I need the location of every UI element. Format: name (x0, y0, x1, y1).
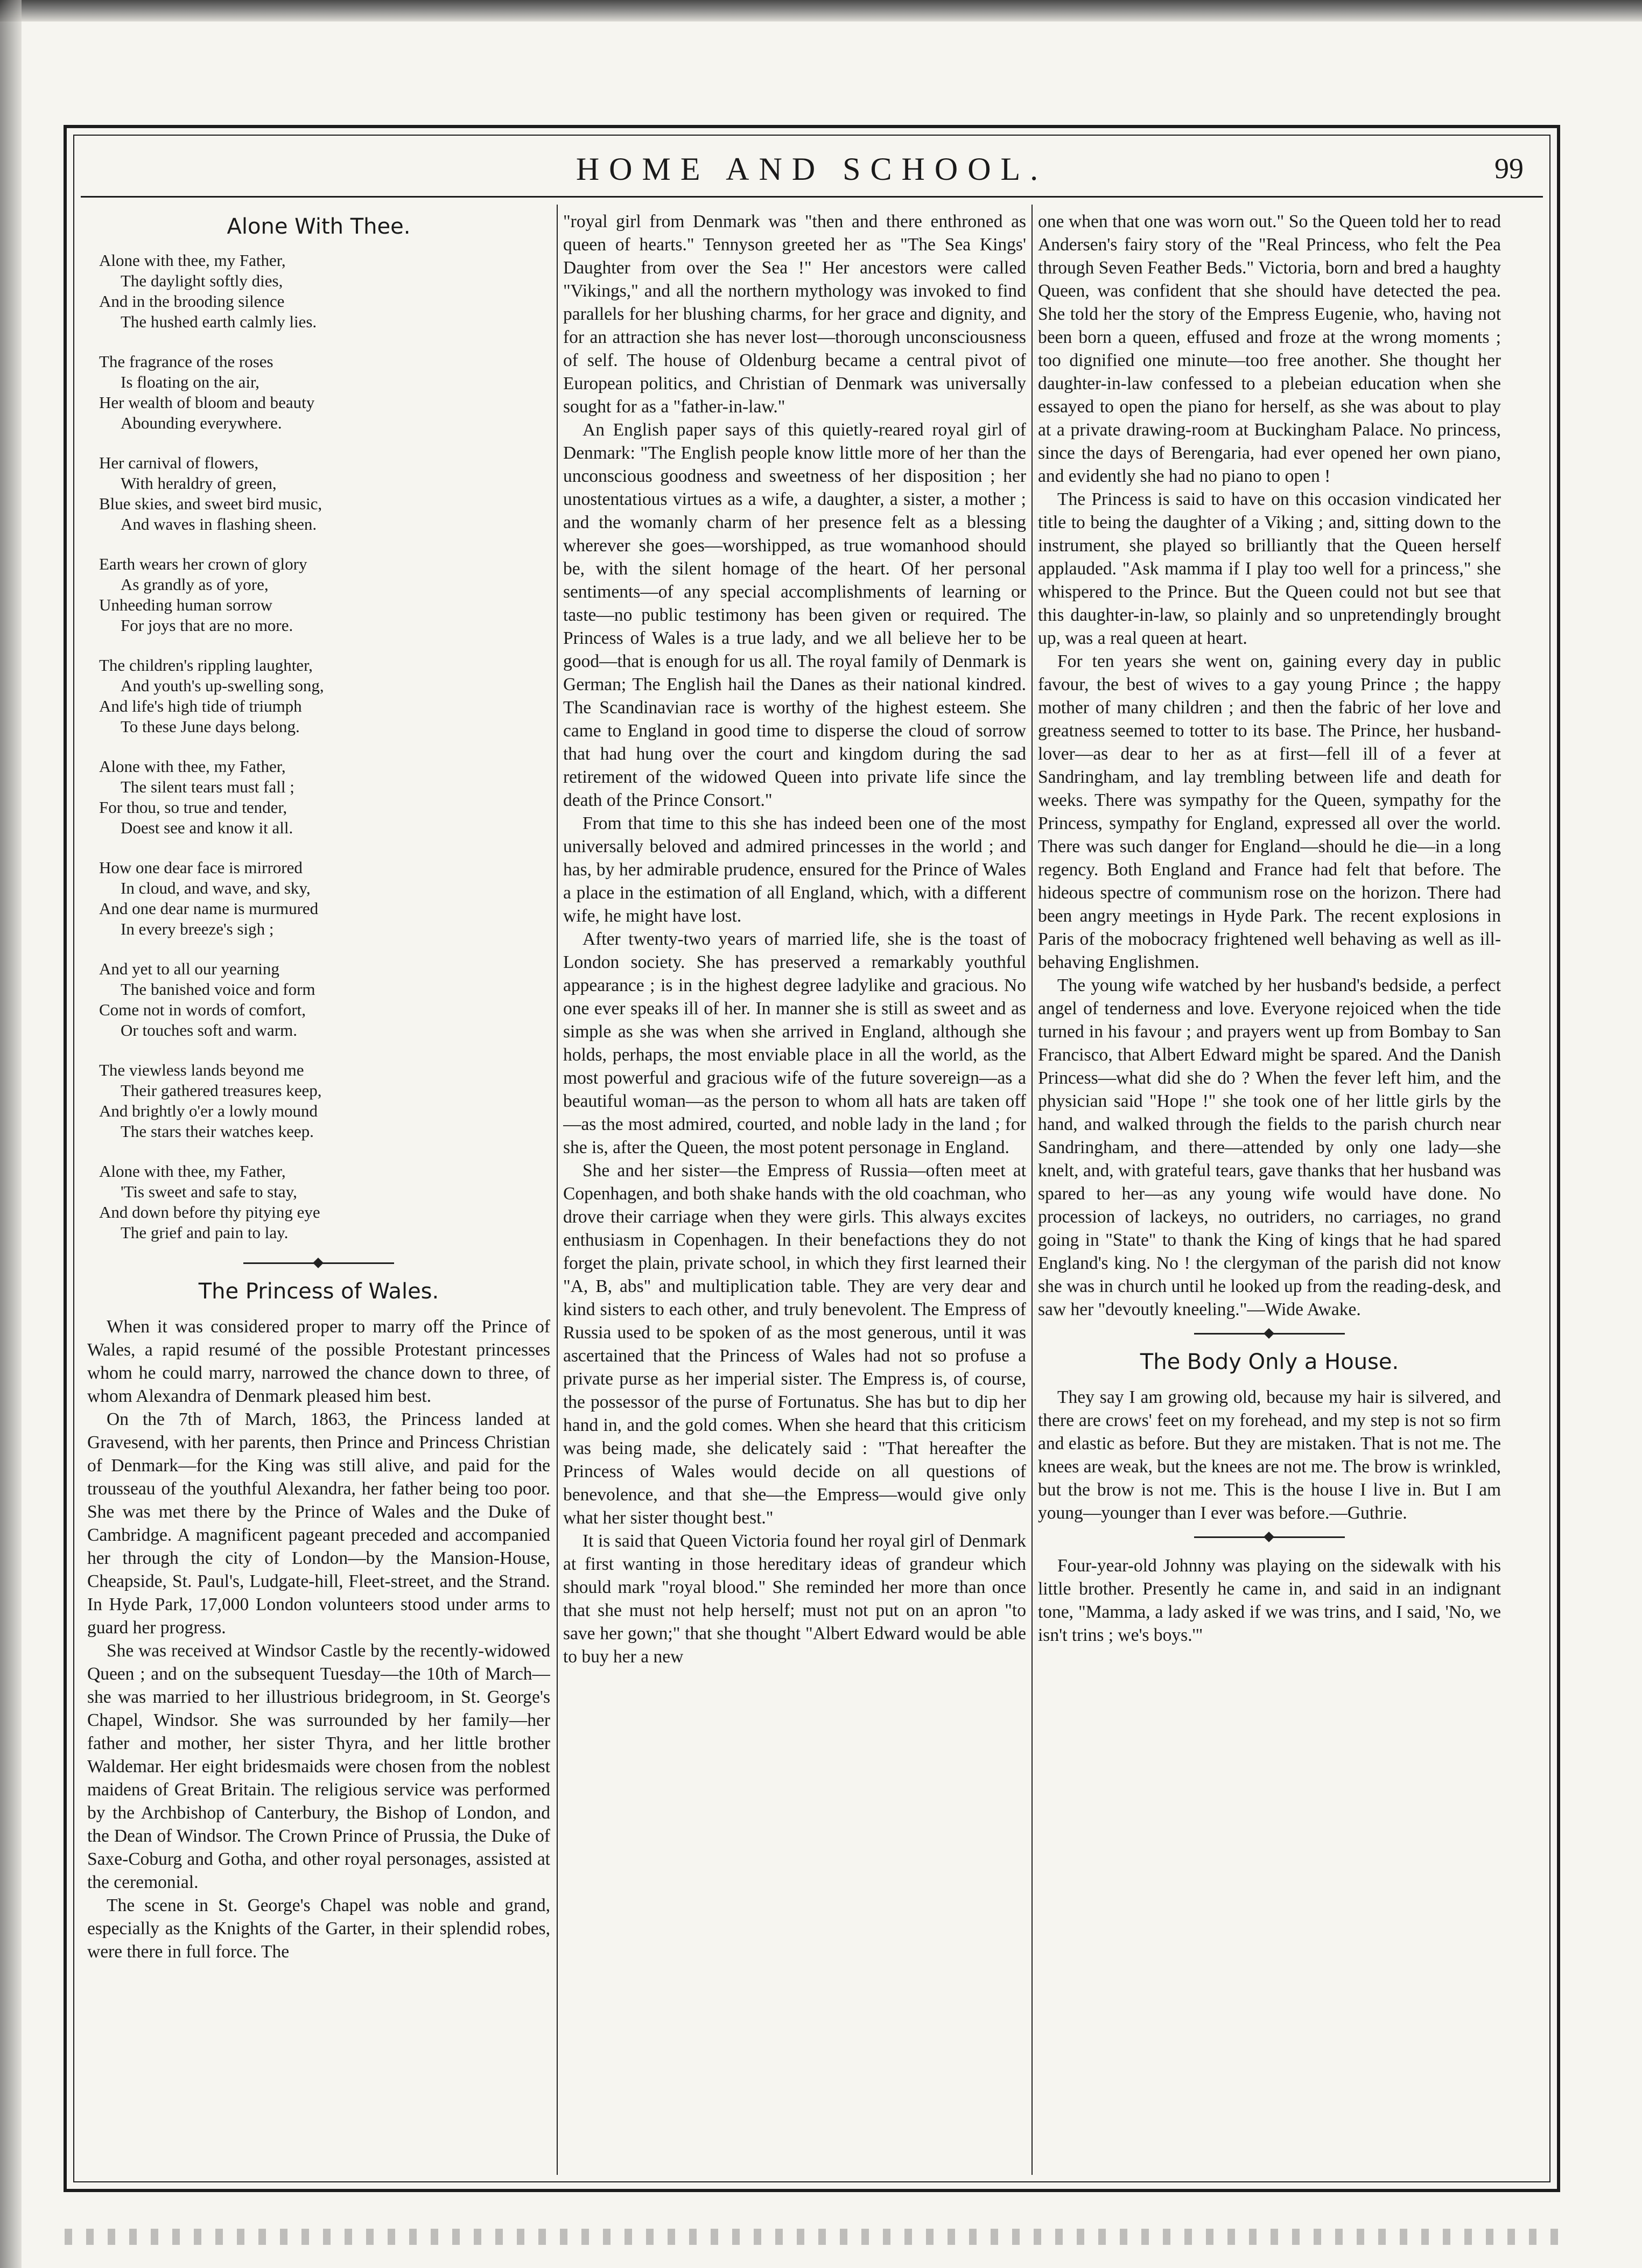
poem-line: Unheeding human sorrow (99, 595, 272, 614)
poem-line: For thou, so true and tender, (99, 798, 287, 817)
poem-body (87, 250, 550, 1243)
poem-line: How one dear face is mirrored (99, 858, 303, 877)
poem-line: And youth's up-swelling song, (121, 676, 324, 695)
poem-line: The viewless lands beyond me (99, 1061, 304, 1079)
scan-edge-top (0, 0, 1642, 22)
poem-stanza (99, 756, 550, 838)
poem-line: And in the brooding silence (99, 292, 285, 311)
poem-line: Their gathered treasures keep, (121, 1081, 322, 1100)
section-divider (1194, 1536, 1345, 1538)
poem-stanza (99, 655, 550, 737)
article-paragraph: She and her sister—the Empress of Russia—often meet at Copenhagen, and both shake hands with the old coachman, who drove their carriage when they were girls. This always excites enthusiasm in Copenhagen. In their benefactions they do not forget the plain, private school, in which they first learned their "A, B, abs" and multiplication table. They are very dear and kind sisters to each other, and truly benevolent. The Empress of Russia used to be spoken of as the most generous, until it was ascertained that the Princess of Wales had not so profuse a private purse as her imperial sister. The Empress is, of course, the possessor of the purse of Fortunatus. She has but to dip her hand in, and the gold comes. When she heard that this criticism was being made, she delicately said : "That hereafter the Princess of Wales would decide on all questions of benevolence, and that she—the Empress—would give only what her sister thought best." (563, 1161, 1026, 1528)
poem-stanza (99, 352, 550, 433)
poem-line: Earth wears her crown of glory (99, 554, 307, 573)
page-number: 99 (1494, 152, 1524, 185)
poem-line: The daylight softly dies, (121, 271, 283, 290)
poem-stanza (99, 858, 550, 939)
poem-line: The stars their watches keep. (121, 1122, 314, 1141)
poem-line: Doest see and know it all. (121, 818, 293, 837)
poem-stanza (99, 1161, 550, 1243)
essay-paragraph: They say I am growing old, because my hair is silvered, and there are crows' feet on my forehead, and my step is not so firm and elastic as before. But they are mistaken. That is not me. The knees are weak, but the knees are not me. The brow is wrinkled, but the brow is not me. This is the house I live in. But I am young—younger than I ever was before.—Guthrie. (1038, 1387, 1501, 1523)
poem-line: 'Tis sweet and safe to stay, (121, 1182, 297, 1201)
article-paragraph: She was received at Windsor Castle by the recently-widowed Queen ; and on the subsequent Tuesday—the 10th of March—she was married to her illustrious bridegroom, in St. George's Chapel, Windsor. She was surrounded by her family—her father and mother, her sister Thyra, and her little brother Waldemar. Her eight bridesmaids were chosen from the noblest maidens of Great Britain. The religious service was performed by the Archbishop of Canterbury, the Bishop of London, and the Dean of Windsor. The Crown Prince of Prussia, the Duke of Saxe-Coburg and Gotha, and other royal personages, assisted at the ceremonial. (87, 1641, 550, 1892)
poem-stanza (99, 1060, 550, 1142)
column-rule (1031, 205, 1033, 2175)
article-paragraph: The Princess is said to have on this occasion vindicated her title to being the daughter of a Viking ; and, sitting down to the instrument, she played so brilliantly that the Queen herself applauded. "Ask mamma if I play too well for a princess," she whispered to the Prince. But the Queen could not but see that this daughter-in-law, so plainly and so unpretendingly brought up, was a real queen at heart. (1038, 489, 1501, 648)
poem-line: And one dear name is murmured (99, 899, 319, 918)
poem-line: And waves in flashing sheen. (121, 515, 317, 533)
article-body (87, 1315, 550, 1963)
column-3 (1038, 210, 1501, 2175)
anecdote-paragraph: Four-year-old Johnny was playing on the sidewalk with his little brother. Presently he came in, and said in an indignant tone, "Mamma, a lady asked if we was trins, and I said, 'No, we isn't trins ; we's boys.'" (1038, 1556, 1501, 1645)
poem-line: The children's rippling laughter, (99, 656, 313, 675)
poem-stanza (99, 959, 550, 1041)
poem-title: Alone With Thee. (227, 214, 411, 239)
article-paragraph: The scene in St. George's Chapel was noble and grand, especially as the Knights of the Garter, in their splendid robes, were there in full force. The (87, 1895, 550, 1962)
poem-line: In cloud, and wave, and sky, (121, 879, 311, 897)
article-title: The Princess of Wales. (198, 1279, 439, 1304)
masthead: HOME AND SCHOOL. (576, 151, 1048, 187)
poem-line: For joys that are no more. (121, 616, 293, 635)
poem-line: Come not in words of comfort, (99, 1000, 306, 1019)
poem-line: The fragrance of the roses (99, 352, 273, 371)
poem-line: And brightly o'er a lowly mound (99, 1101, 318, 1120)
poem-line: The silent tears must fall ; (121, 777, 294, 796)
column-rule (557, 205, 558, 2175)
poem-line: And life's high tide of triumph (99, 697, 302, 715)
poem-line: Alone with thee, my Father, (99, 251, 286, 270)
scan-edge-left (0, 0, 22, 2268)
scan-edge-bottom (65, 2229, 1567, 2245)
article-body-continued (1038, 210, 1501, 1321)
article-paragraph: From that time to this she has indeed been one of the most universally beloved and admired princesses in the world ; and has, by her admirable prudence, ensured for the Prince of Wales a place in the estimation of all England, which, with a different wife, he might have lost. (563, 813, 1026, 926)
article-paragraph: After twenty-two years of married life, she is the toast of London society. She has preserved a remarkably youthful appearance ; is in the highest degree ladylike and gracious. No one ever speaks ill of her. In manner she is still as sweet and as simple as she was when she arrived in England, although she holds, perhaps, the most enviable place in all the world, as the most powerful and gracious wife of the future sovereign—as a beautiful woman—as the person to whom all hats are taken off—as the most admired, courted, and noble lady in the land ; for she is, after the Queen, the most potent personage in England. (563, 929, 1026, 1157)
page-header (81, 144, 1543, 198)
poem-line: And yet to all our yearning (99, 959, 279, 978)
poem-line: Is floating on the air, (121, 373, 259, 391)
article-paragraph: When it was considered proper to marry off the Prince of Wales, a rapid resumé of the possible Protestant princesses whom he could marry, narrowed the chance down to three, of whom Alexandra of Denmark pleased him best. (87, 1317, 550, 1406)
article-paragraph: An English paper says of this quietly-reared royal girl of Denmark: "The English people know little more of her than the unconscious goodness and sweetness of her disposition ; her unostentatious virtues as a wife, a daughter, a sister, a mother ; and the womanly charm of her presence felt as a blessing wherever she goes—worshipped, as true womanhood should be, with the silent homage of the heart. Of her personal sentiments—of any special accomplishments of learning or taste—no public testimony has been given or required. The Princess of Wales is a true lady, and we all believe her to be good—that is enough for us all. The royal family of Denmark is German; The English hail the Danes as their national kindred. The Scandinavian race is worthy of the highest esteem. She came to England in good time to disperse the cloud of sorrow that had hung over the court and kingdom during the sad retirement of the widowed Queen into private life since the death of the Prince Consort." (563, 420, 1026, 810)
poem-line: The grief and pain to lay. (121, 1223, 289, 1242)
poem-line: In every breeze's sigh ; (121, 919, 274, 938)
poem-stanza (99, 250, 550, 332)
column-1 (87, 210, 550, 2175)
poem-line: And down before thy pitying eye (99, 1203, 320, 1221)
article-paragraph: It is said that Queen Victoria found her royal girl of Denmark at first wanting in those hereditary ideas of grandeur which should mark "royal blood." She reminded her more than once that she must not help herself; must not put on an apron "to save her gown;" that she thought "Albert Edward would be able to buy her a new (563, 1531, 1026, 1667)
poem-line: The banished voice and form (121, 980, 315, 999)
poem-line: Alone with thee, my Father, (99, 757, 286, 776)
poem-line: Her carnival of flowers, (99, 453, 259, 472)
poem-stanza (99, 453, 550, 535)
section-divider (1194, 1333, 1345, 1335)
poem-line: Alone with thee, my Father, (99, 1162, 286, 1181)
article-paragraph: The young wife watched by her husband's bedside, a perfect angel of tenderness and love. Everyone rejoiced when the tide turned in his favour ; and prayers went up from Bombay to San Francisco, that Albert Edward might be spared. And the Danish Princess—what did she do ? When the fever left him, and the physician said "Hope !" she took one of her little girls by the hand, and walked through the fields to the parish church near Sandringham, and there—attended by only one lady—she knelt, and, with grateful tears, gave thanks that her husband was spared to her—as any young wife would have done. No procession of lackeys, no outriders, no carriages, no grand going in "State" to thank the King of kings that he had spared England's king. No ! the clergyman of the parish did not know she was in church until he looked up from the reading-desk, and saw her "devoutly kneeling."—Wide Awake. (1038, 975, 1501, 1319)
column-2 (563, 210, 1026, 2175)
section-divider (243, 1262, 394, 1264)
poem-line: Her wealth of bloom and beauty (99, 393, 315, 412)
article-body-continued (563, 210, 1026, 1668)
article-paragraph: one when that one was worn out." So the Queen told her to read Andersen's fairy story of the "Real Princess, who felt the Pea through Seven Feather Beds." Victoria, born and bred a haughty Queen, was confident that she should have detected the pea. She told her the story of the Empress Eugenie, who, having not been born a queen, effused and froze at the wrong moments ; too dignified one minute—too free another. She thought her daughter-in-law confessed to a plebeian education when she essayed to open the piano for herself, as she was about to play at a private drawing-room at Buckingham Palace. No princess, since the days of Berengaria, had ever opened her own piano, and evidently she had no piano to open ! (1038, 212, 1501, 486)
article-paragraph: For ten years she went on, gaining every day in public favour, the best of wives to a gay young Prince ; the happy mother of many children ; and then the fabric of her love and greatness seemed to totter to its base. The Prince, her husband-lover—as dear to her as at first—fell ill of a fever at Sandringham, and lay trembling between life and death for weeks. There was sympathy for the Queen, sympathy for the Princess, sympathy for England, expressed all over the world. There was such danger for England—should he die—in a long regency. Both England and France had felt that before. The hideous spectre of communism rose on the horizon. There had been angry meetings in Hyde Park. The recent explosions in Paris of the mobocracy frightened well behaving as well as ill-behaving Englishmen. (1038, 651, 1501, 972)
article-paragraph: "royal girl from Denmark was "then and there enthroned as queen of hearts." Tennyson greeted her as "The Sea Kings' Daughter from over the Sea !" Her ancestors were called "Vikings," and all the northern mythology was invoked to find parallels for her blushing charms, for her grace and dignity, and for an attraction she has never lost—thorough unconsciousness of self. The house of Oldenburg became a central pivot of European politics, and Christian of Denmark was universally sought for as a "father-in-law." (563, 212, 1026, 417)
essay-title: The Body Only a House. (1140, 1350, 1399, 1374)
article-paragraph: On the 7th of March, 1863, the Princess landed at Gravesend, with her parents, then Prince and Princess Christian of Denmark—for the King was still alive, and paid for the trousseau of the youthful Alexandra, her father being too poor. She was met there by the Prince of Wales and the Duke of Cambridge. A magnificent pageant preceded and accompanied her through the city of London—by the Mansion-House, Cheapside, St. Paul's, Ludgate-hill, Fleet-street, and the Strand. In Hyde Park, 17,000 London volunteers stood under arms to guard her progress. (87, 1409, 550, 1638)
poem-line: The hushed earth calmly lies. (121, 312, 317, 331)
poem-stanza (99, 554, 550, 636)
poem-line: Or touches soft and warm. (121, 1021, 297, 1040)
poem-line: To these June days belong. (121, 717, 300, 736)
poem-line: Blue skies, and sweet bird music, (99, 494, 322, 513)
poem-line: As grandly as of yore, (121, 575, 269, 594)
poem-line: With heraldry of green, (121, 474, 277, 493)
poem-line: Abounding everywhere. (121, 413, 282, 432)
